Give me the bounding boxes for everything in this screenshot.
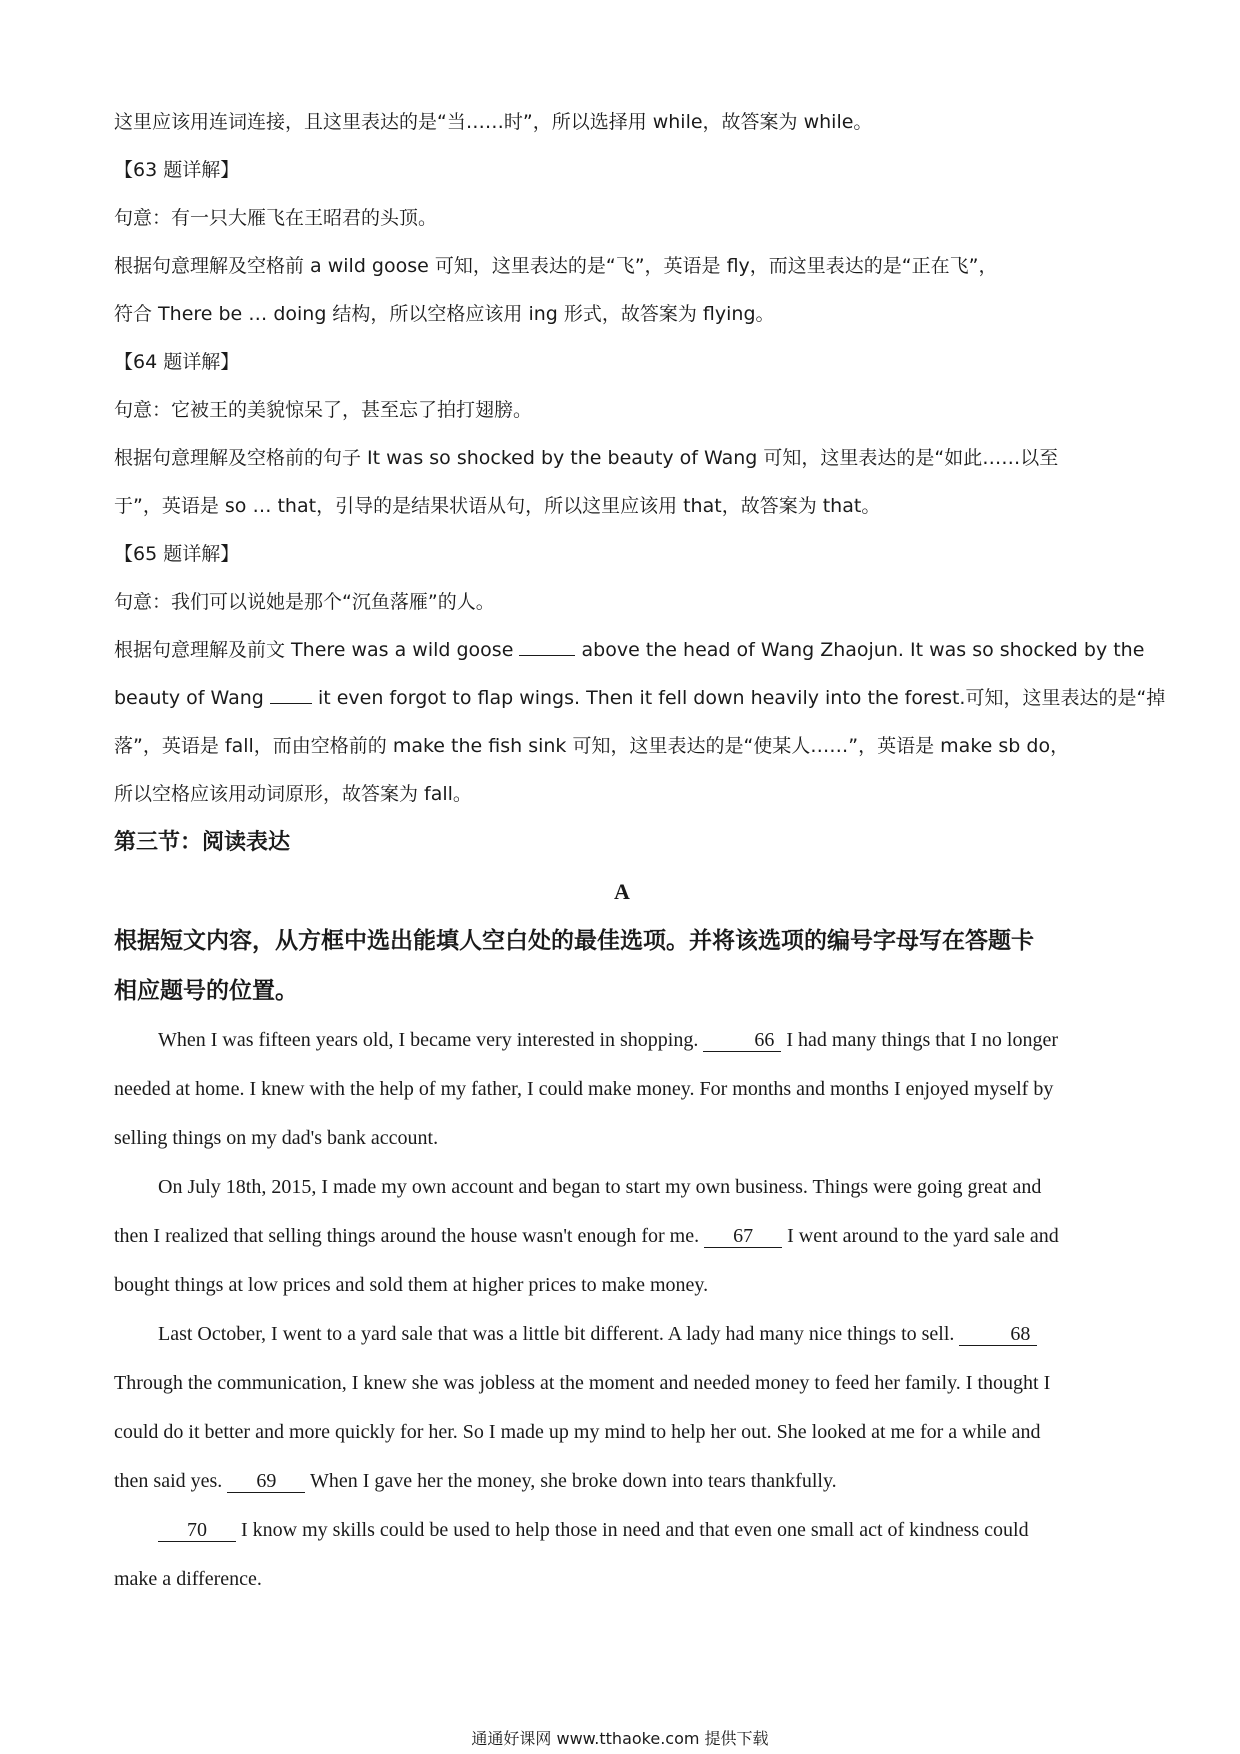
blank-70: 70 xyxy=(158,1519,236,1542)
q62-explanation-tail: 这里应该用连词连接，且这里表达的是“当……时”，所以选择用 while，故答案为 while。 xyxy=(114,111,873,133)
q63-meaning: 句意：有一只大雁飞在王昭君的头顶。 xyxy=(114,207,438,229)
q63-line2: 符合 There be … doing 结构，所以空格应该用 ing 形式，故答案为 flying。 xyxy=(114,303,775,325)
passage-p3-line4 xyxy=(114,1457,1130,1506)
page-footer: 通通好课网 www.tthaoke.com 提供下载 xyxy=(471,1729,769,1748)
passage-p2-line1: On July 18th, 2015, I made my own account and began to start my own business. Things were going great and xyxy=(158,1176,1042,1198)
instruction-line1: 根据短文内容，从方框中选出能填人空白处的最佳选项。并将该选项的编号字母写在答题卡 xyxy=(114,928,1034,954)
instruction-line2: 相应题号的位置。 xyxy=(114,978,298,1004)
q64-blank-underline xyxy=(270,685,312,704)
p1-text-before: When I was fifteen years old, I became very interested in shopping. xyxy=(158,1029,699,1051)
q64-line1: 根据句意理解及空格前的句子 It was so shocked by the beauty of Wang 可知，这里表达的是“如此……以至 xyxy=(114,447,1059,469)
passage-p3-line3: could do it better and more quickly for her. So I made up my mind to help her out. She looked at me for a while and xyxy=(114,1421,1041,1443)
blank-69: 69 xyxy=(227,1470,305,1493)
q65-line2-part-b: it even forgot to flap wings. Then it fell down heavily into the forest.可知，这里表达的是“掉 xyxy=(317,687,1166,709)
q63-line1: 根据句意理解及空格前 a wild goose 可知，这里表达的是“飞”，英语是 fly，而这里表达的是“正在飞”， xyxy=(114,255,998,277)
passage-p3-line2: Through the communication, I knew she was jobless at the moment and needed money to feed her family. I thought I xyxy=(114,1372,1051,1394)
q65-line3: 落”，英语是 fall，而由空格前的 make the fish sink 可知，这里表达的是“使某人……”，英语是 make sb do， xyxy=(114,735,1070,757)
p2-text-after: I went around to the yard sale and xyxy=(787,1225,1059,1247)
p2-text-before: then I realized that selling things around the house wasn't enough for me. xyxy=(114,1225,700,1247)
p3-line4-before: then said yes. xyxy=(114,1470,223,1492)
passage-p1-line1 xyxy=(114,1016,1130,1065)
q64-heading: 【64 题详解】 xyxy=(114,351,240,373)
content-body xyxy=(114,98,1166,1604)
blank-68: 68 xyxy=(959,1323,1037,1346)
q65-line4: 所以空格应该用动词原形，故答案为 fall。 xyxy=(114,783,472,805)
p3-line4-after: When I gave her the money, she broke down into tears thankfully. xyxy=(309,1470,837,1492)
q65-line1-part-a: 根据句意理解及前文 There was a wild goose xyxy=(114,639,514,661)
q65-line2 xyxy=(114,674,1166,722)
passage-p2-line2 xyxy=(114,1212,1130,1261)
passage-p4-line2: make a difference. xyxy=(114,1568,262,1590)
q65-line1 xyxy=(114,626,1145,674)
q63-heading: 【63 题详解】 xyxy=(114,159,240,181)
q65-heading: 【65 题详解】 xyxy=(114,543,240,565)
q65-meaning: 句意：我们可以说她是那个“沉鱼落雁”的人。 xyxy=(114,591,495,613)
passage-p3-line1 xyxy=(114,1310,1130,1359)
p1-text-after: I had many things that I no longer xyxy=(786,1029,1058,1051)
passage-p4-line1 xyxy=(114,1506,1130,1555)
section-title: 第三节：阅读表达 xyxy=(114,830,291,855)
blank-66: 66 xyxy=(703,1029,781,1052)
blank-67: 67 xyxy=(704,1225,782,1248)
passage-p1-line2: needed at home. I knew with the help of my father, I could make money. For months and months I enjoyed myself by xyxy=(114,1078,1054,1100)
reading-passage xyxy=(114,1016,1130,1604)
passage-p2-line3: bought things at low prices and sold them at higher prices to make money. xyxy=(114,1274,709,1296)
q65-line2-part-a: beauty of Wang xyxy=(114,687,264,709)
q65-line1-part-b: above the head of Wang Zhaojun. It was so shocked by the xyxy=(581,639,1145,661)
q64-meaning: 句意：它被王的美貌惊呆了，甚至忘了拍打翅膀。 xyxy=(114,399,533,421)
q65-blank-underline xyxy=(519,637,575,656)
q64-line2: 于”，英语是 so … that，引导的是结果状语从句，所以这里应该用 that，故答案为 that。 xyxy=(114,495,881,517)
part-label: A xyxy=(614,879,630,904)
p4-text-after: I know my skills could be used to help those in need and that even one small act of kindness could xyxy=(241,1519,1029,1541)
passage-p1-line3: selling things on my dad's bank account. xyxy=(114,1127,439,1149)
p3-text-before: Last October, I went to a yard sale that was a little bit different. A lady had many nice things to sell. xyxy=(158,1323,955,1345)
